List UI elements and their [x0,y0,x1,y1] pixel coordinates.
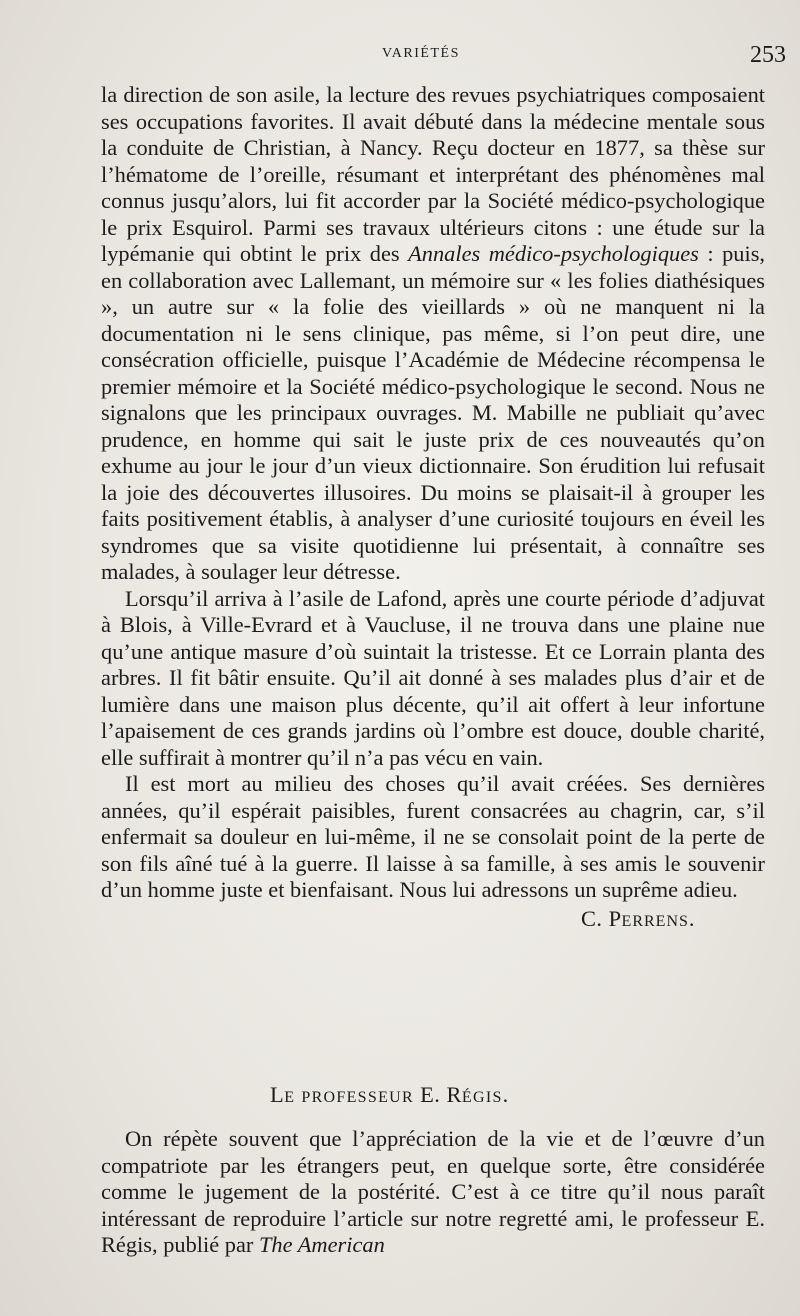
paragraph-1 [101,82,765,586]
running-title: VARIÉTÉS [382,46,460,61]
journal-title: The American [258,1232,385,1257]
heading-name: E. R [420,1082,462,1107]
text-segment: la direction de son asile, la lecture des revues psychiatriques composaient ses occupations favorites. Il avait débuté dans la médecine mentale sous la conduite de Christian, à Nancy. Reçu docteur en 1877, sa thèse sur l’hématome de l’oreille, résumant et interprétant des phénomènes mal connus jusqu’alors, lui fit accorder par la Société médico-psychologique le prix Esquirol. Parmi ses travaux ultérieurs citons : une étude sur la lypémanie qui obtint le prix des [101,82,765,266]
heading-name-rest: ÉGIS [461,1089,503,1106]
text-segment: On répète souvent que l’appréciation de la vie et de l’œuvre d’un compatriote par les étrangers peut, en quelque sorte, être considérée comme le jugement de la postérité. C’est à ce titre qu’il nous paraît intéressant de reproduire l’article sur notre regretté ami, le professeur E. Régis, publié par [101,1126,765,1257]
article-heading [270,1082,509,1108]
journal-title: Annales médico-psychologiques [408,241,699,266]
text-segment: Lorsqu’il arriva à l’asile de Lafond, après une courte période d’adjuvat à Blois, à Ville-Evrard et à Vaucluse, il ne trouva dans une plaine nue qu’une antique masure d’où suintait la tristesse. Et ce Lorrain planta des arbres. Il fit bâtir ensuite. Qu’il ait donné à ses malades plus d’air et de lumière dans une maison plus décente, qu’il ait offert à leur infortune l’apaisement de ces grands jardins où l’ombre est douce, double charité, elle suffirait à montrer qu’il n’a pas vécu en vain. [101,585,765,770]
signature-initial: C. [580,905,603,931]
page-number: 253 [750,42,786,68]
article-paragraph [101,1126,765,1259]
text-segment: : puis, en collaboration avec Lallemant, un mémoire sur « les folies diathésiques », un autre sur « la folie des vieillards » où ne manquent ni la documentation ni le sens clinique, pas même, si l’on peut dire, une consécration officielle, puisque l’Académie de Médecine récompensa le premier mémoire et la Société médico-psychologique le second. Nous ne signalons que les principaux ouvrages. M. Mabille ne publiait qu’avec prudence, en homme qui sait le juste prix de ces nouveautés qu’on exhume au jour le jour d’un vieux dictionnaire. Son érudition lui refusait la joie des découvertes illusoires. Du moins se plaisait-il à grouper les faits positivement établis, à analyser d’une curiosité toujours en éveil les syndromes que sa visite quotidienne lui présentait, à connaître ses malades, à soulager leur détresse. [101,241,766,584]
heading-period: . [502,1082,509,1107]
paragraph-3 [101,771,765,904]
text-segment: Il est mort au milieu des choses qu’il avait créées. Ses dernières années, qu’il espérait paisibles, furent consacrées au chagrin, car, s’il enfermait sa douleur en lui-même, il ne se consolait point de la perte de son fils aîné tué à la guerre. Il laisse à sa famille, à ses amis le souvenir d’un homme juste et bienfaisant. Nous lui adressons un suprême adieu. [101,771,765,902]
running-head [0,44,800,68]
signature [101,906,765,936]
article-text [101,1126,765,1259]
heading-le-first: L [270,1082,285,1107]
signature-surname-first: P [608,905,622,931]
paragraph-2 [101,586,765,772]
signature-surname-rest: ERRENS [621,912,689,930]
signature-period: . [688,905,695,931]
heading-professeur: PROFESSEUR [301,1089,414,1106]
heading-le-rest: E [284,1089,296,1106]
obituary-text [101,82,765,935]
